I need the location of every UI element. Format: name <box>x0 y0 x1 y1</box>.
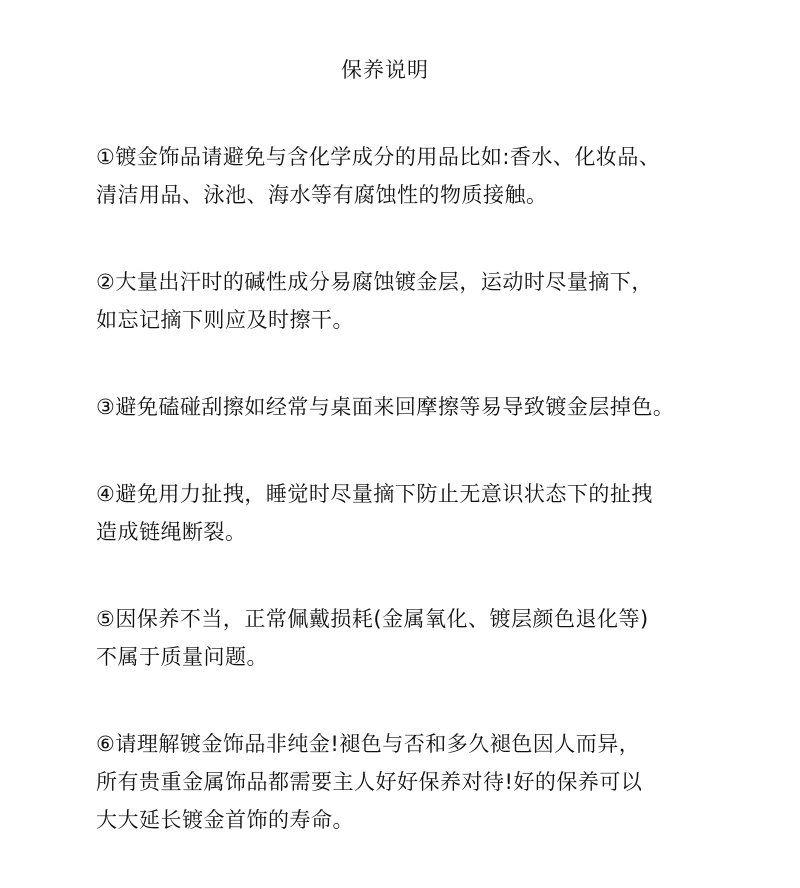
care-instructions-list <box>96 138 776 888</box>
page-title: 保养说明 <box>341 58 429 82</box>
care-item-line: ⑥请理解镀金饰品非纯金!褪色与否和多久褪色因人而异， <box>96 732 641 756</box>
care-item-6 <box>96 725 776 839</box>
care-item-line: ③避免磕碰刮擦如经常与桌面来回摩擦等易导致镀金层掉色。 <box>96 395 675 419</box>
care-item-line: 如忘记摘下则应及时擦干。 <box>96 308 354 332</box>
care-item-line: ⑤因保养不当，正常佩戴损耗(金属氧化、镀层颜色退化等) <box>96 607 649 631</box>
care-item-2 <box>96 263 776 339</box>
care-item-5 <box>96 600 776 676</box>
care-item-line: 大大延长镀金首饰的寿命。 <box>96 808 354 832</box>
care-item-line: ④避免用力扯拽，睡觉时尽量摘下防止无意识状态下的扯拽 <box>96 482 653 506</box>
care-item-line: 清洁用品、泳池、海水等有腐蚀性的物质接触。 <box>96 183 548 207</box>
care-item-3 <box>96 388 776 426</box>
care-item-line: 造成链绳断裂。 <box>96 520 247 544</box>
care-item-1 <box>96 138 776 214</box>
care-item-line: ②大量出汗时的碱性成分易腐蚀镀金层，运动时尽量摘下， <box>96 270 653 294</box>
care-item-line: 所有贵重金属饰品都需要主人好好保养对待!好的保养可以 <box>96 770 643 794</box>
care-item-line: ①镀金饰品请避免与含化学成分的用品比如:香水、化妆品、 <box>96 145 661 169</box>
care-item-4 <box>96 475 776 551</box>
care-item-line: 不属于质量问题。 <box>96 645 268 669</box>
